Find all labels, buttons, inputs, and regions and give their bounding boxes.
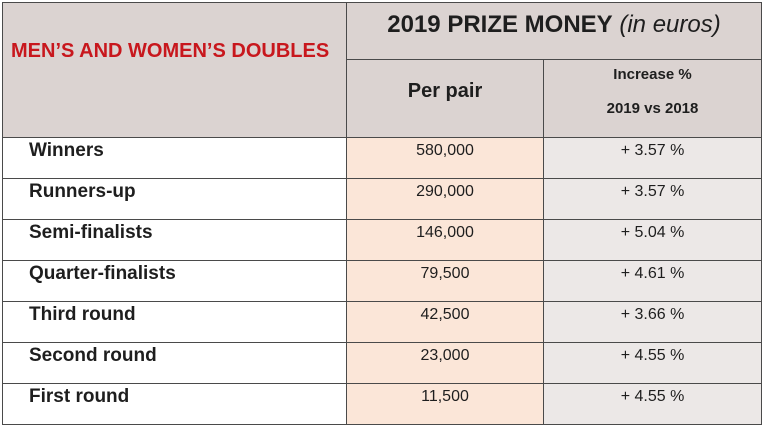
per-pair-amount: 42,500 bbox=[347, 302, 544, 342]
table-row bbox=[3, 261, 761, 302]
table-row bbox=[3, 138, 761, 179]
table-row bbox=[3, 384, 761, 424]
table-row bbox=[3, 179, 761, 220]
table-title-note: (in euros) bbox=[619, 11, 721, 38]
round-name: Third round bbox=[3, 302, 347, 342]
per-pair-amount: 580,000 bbox=[347, 138, 544, 178]
increase-percent: + 4.55 % bbox=[544, 384, 761, 424]
per-pair-amount: 146,000 bbox=[347, 220, 544, 260]
table-title bbox=[347, 3, 761, 60]
increase-percent: + 3.57 % bbox=[544, 138, 761, 178]
increase-percent: + 4.61 % bbox=[544, 261, 761, 301]
column-header-per-pair: Per pair bbox=[347, 60, 544, 138]
per-pair-amount: 290,000 bbox=[347, 179, 544, 219]
round-name: Winners bbox=[3, 138, 347, 178]
increase-percent: + 3.57 % bbox=[544, 179, 761, 219]
round-name: Quarter-finalists bbox=[3, 261, 347, 301]
round-name: Second round bbox=[3, 343, 347, 383]
prize-money-table bbox=[2, 2, 762, 425]
round-name: Semi-finalists bbox=[3, 220, 347, 260]
increase-percent: + 3.66 % bbox=[544, 302, 761, 342]
table-row bbox=[3, 302, 761, 343]
column-header-increase-line1: Increase % bbox=[613, 66, 692, 83]
column-header-increase-line2: 2019 vs 2018 bbox=[606, 100, 699, 117]
table-title-main: 2019 PRIZE MONEY bbox=[387, 11, 613, 38]
round-name: First round bbox=[3, 384, 347, 424]
column-header-increase bbox=[544, 60, 761, 138]
category-header-cell bbox=[3, 3, 347, 138]
increase-percent: + 4.55 % bbox=[544, 343, 761, 383]
round-name: Runners-up bbox=[3, 179, 347, 219]
increase-percent: + 5.04 % bbox=[544, 220, 761, 260]
per-pair-amount: 23,000 bbox=[347, 343, 544, 383]
table-row bbox=[3, 220, 761, 261]
table-row bbox=[3, 343, 761, 384]
per-pair-amount: 11,500 bbox=[347, 384, 544, 424]
per-pair-amount: 79,500 bbox=[347, 261, 544, 301]
category-title: MEN’S AND WOMEN’S DOUBLES bbox=[11, 40, 330, 62]
